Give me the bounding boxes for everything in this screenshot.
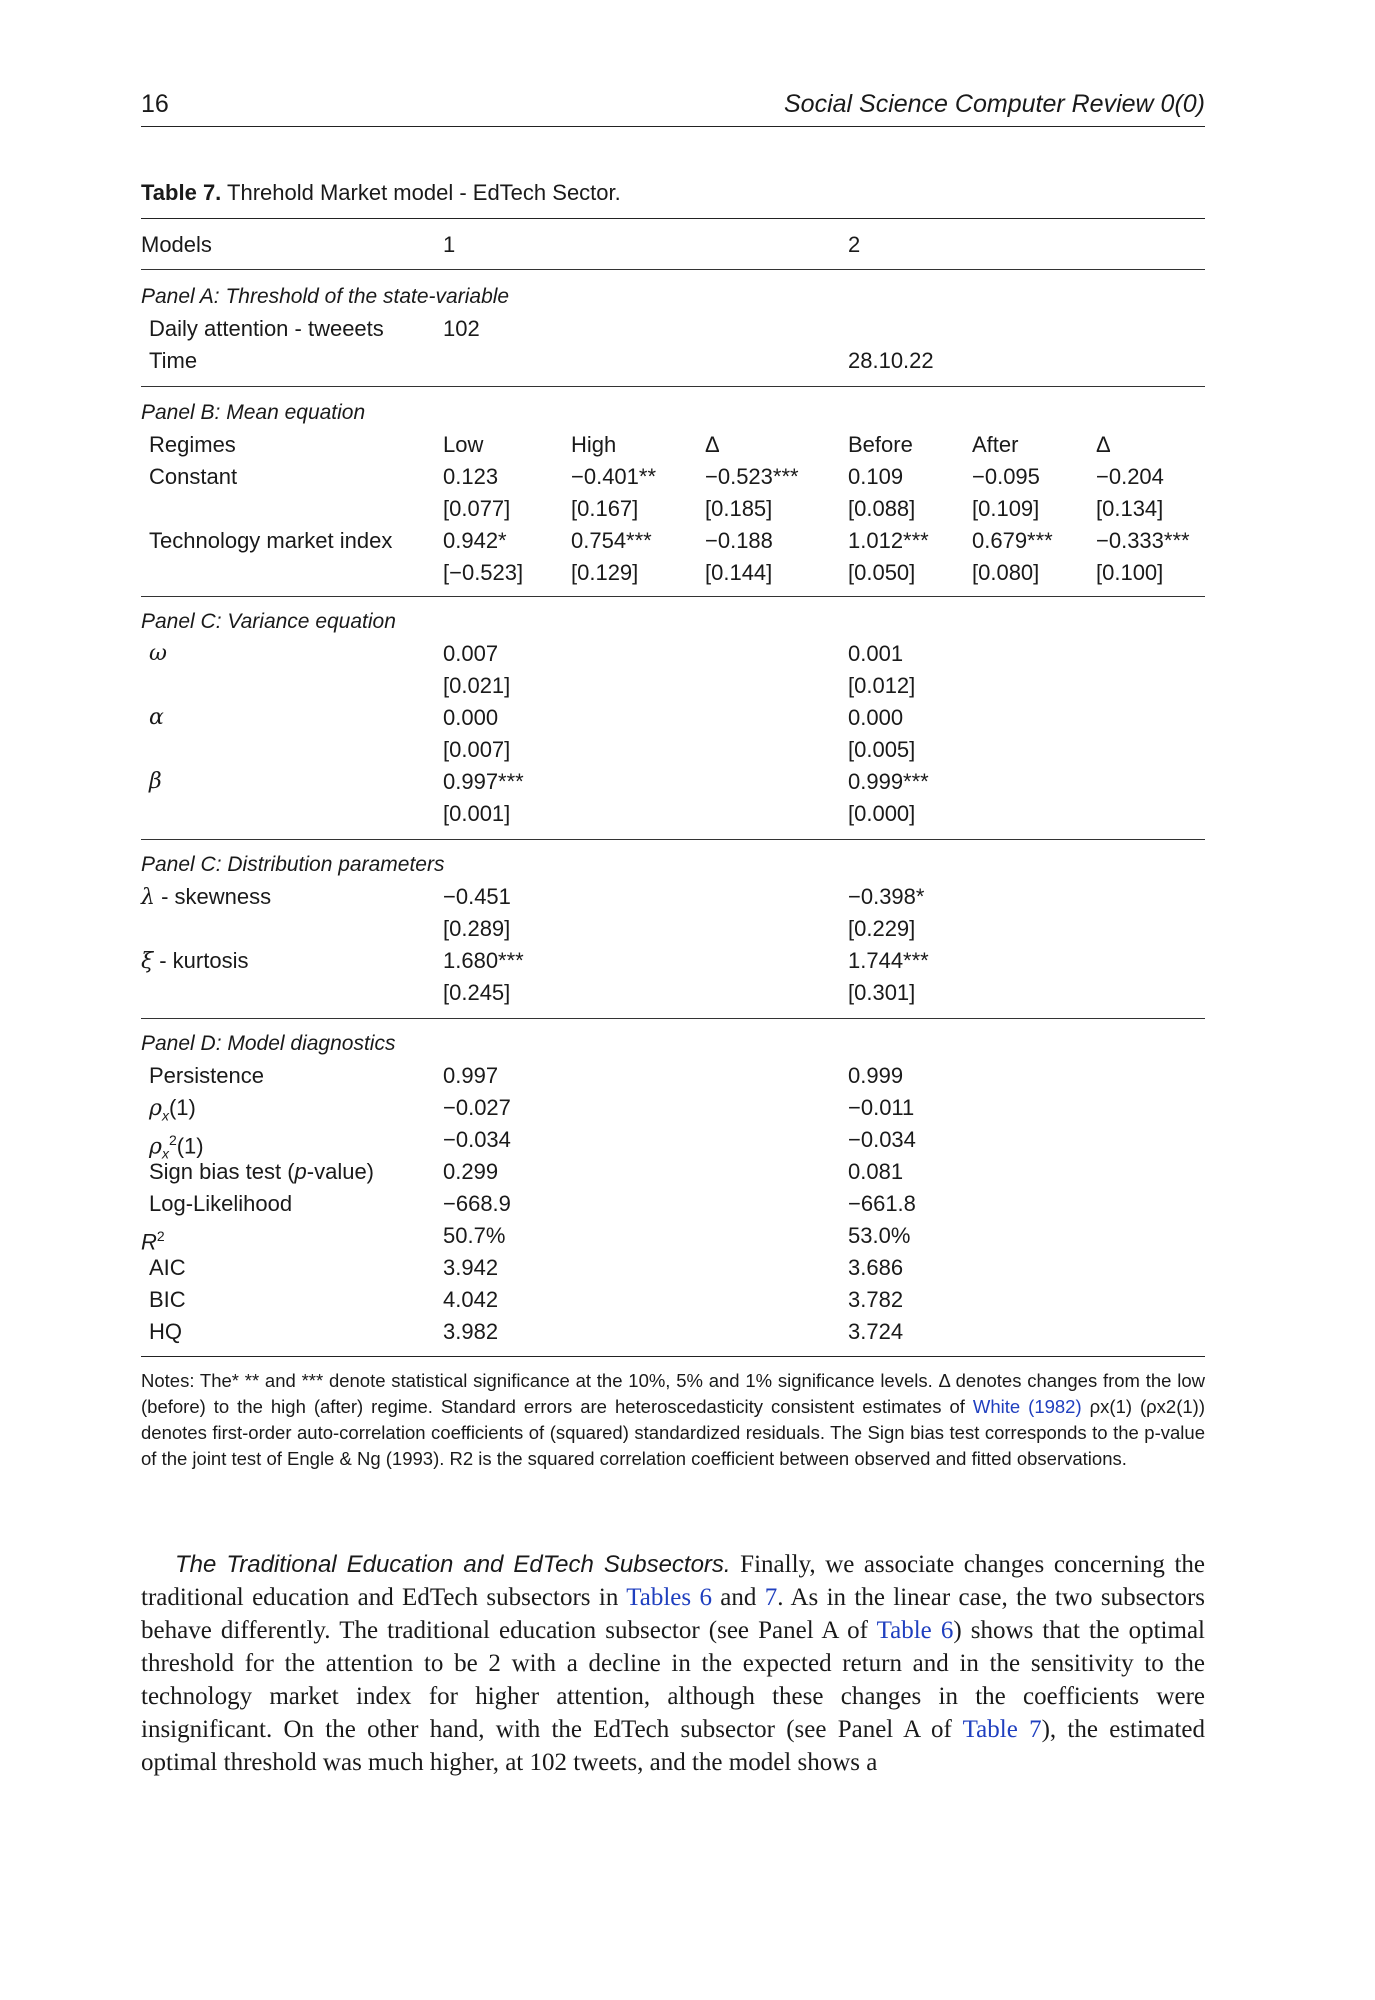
panel-rule [141,839,1205,840]
journal-title: Social Science Computer Review 0(0) [783,90,1205,118]
cell-value: −0.523*** [705,464,799,489]
cell-value: 0.999*** [848,769,929,794]
cell-se: [0.185] [705,496,773,521]
row-label: Time [149,348,198,373]
cell-se: [0.077] [443,496,511,521]
cell-se: [0.100] [1096,560,1164,585]
cell-value: −0.095 [972,464,1040,489]
row-label: Technology market index [149,528,393,553]
table-title: Threhold Market model - EdTech Sector. [227,180,621,205]
cell-value: 0.997 [443,1063,499,1088]
cell-se: [0.109] [972,496,1040,521]
greek-beta: β [149,769,162,794]
cell-se: [0.167] [571,496,639,521]
row-label-rho-squared: $\rho_x^2(1)$ [149,1132,204,1162]
cell-value: 0.942* [443,528,507,553]
body-paragraph: The Traditional Education and EdTech Subsectors. Finally, we associate changes concerning the traditional education and EdTech subsectors in Tables 6 and 7. As in the linear case, the two subsectors behave differently. The traditional education subsector (see Panel A of Table 6) shows that the optimal threshold for the attention to be 2 with a decline in the expected return and in the sensitivity to the technology market index for higher attention, although these changes in the coefficients were insignificant. On the other hand, with the EdTech subsector (see Panel A of Table 7), the estimated optimal threshold was much higher, at 102 tweets, and the model shows a [141,1551,1206,1776]
row-label: λ - skewness [141,884,272,910]
table-notes: Notes: The* ** and *** denote statistical significance at the 10%, 5% and 1% significance levels. Δ denotes changes from the low (before) to the high (after) regime. Standard errors are heteroscedasticity consistent estimates of White (1982) ρx(1) (ρx2(1)) denotes first-order auto-correlation coefficients of (squared) standardized residuals. The Sign bias test corresponds to the p-value of the joint test of Engle & Ng (1993). R2 is the squared correlation coefficient between observed and fitted observations. [141,1370,1205,1469]
cell-value: −0.204 [1096,464,1164,489]
cell-value: 0.299 [443,1159,499,1184]
cell-se: [−0.523] [443,560,524,585]
header-rule [141,269,1205,270]
cell-value: 3.942 [443,1255,499,1280]
panel-a-title: Panel A: Threshold of the state-variable [141,285,510,308]
cell-value: −0.401** [571,464,657,489]
table-link[interactable]: 7 [764,1584,778,1611]
regime-delta: Δ [1096,432,1111,457]
cell-se: [0.129] [571,560,639,585]
row-label-sign-bias: Sign bias test (p-value) [149,1159,375,1184]
cell-se: [0.021] [443,673,511,698]
cell-se: [0.088] [848,496,916,521]
cell-value: −0.034 [848,1127,916,1152]
cell-se: [0.289] [443,916,511,941]
table-link[interactable]: Table 6 [876,1617,954,1644]
citation-link[interactable]: White (1982) [972,1396,1082,1417]
panel-rule [141,1018,1205,1019]
row-label: BIC [149,1287,186,1312]
cell-value: 53.0% [848,1223,911,1248]
row-label-rho: $\rho_x(1)$ [149,1095,196,1124]
page-number: 16 [141,90,169,118]
cell-value: 1.012*** [848,528,929,553]
cell-value: 0.081 [848,1159,904,1184]
row-label: Regimes [149,432,236,457]
greek-lambda: λ [141,885,155,910]
cell-se: [0.144] [705,560,773,585]
cell-se: [0.001] [443,801,511,826]
table-link[interactable]: Tables 6 [626,1584,712,1611]
panel-rule [141,596,1205,597]
cell-value: 0.679*** [972,528,1053,553]
cell-se: [0.007] [443,737,511,762]
cell-value: 0.000 [443,705,499,730]
cell-se: [0.000] [848,801,916,826]
cell-value: 0.997*** [443,769,524,794]
cell-value: 0.999 [848,1063,904,1088]
cell-se: [0.301] [848,980,916,1005]
regime-high: High [571,432,617,457]
greek-alpha: α [149,705,164,730]
cell-value: −0.188 [705,528,773,553]
cell-value: −0.034 [443,1127,511,1152]
table-bottom-rule [141,1356,1205,1357]
section-heading: The Traditional Education and EdTech Subsectors. [175,1551,731,1578]
cell-se: [0.005] [848,737,916,762]
regime-delta: Δ [705,432,720,457]
row-label: AIC [149,1255,186,1280]
cell-value: −668.9 [443,1191,511,1216]
col-header-model-1: 1 [443,232,456,257]
cell-value: −0.398* [848,884,925,909]
cell-se: [0.080] [972,560,1040,585]
col-header-model-2: 2 [848,232,861,257]
table-caption [141,180,621,206]
greek-xi: ξ [141,949,154,974]
regime-after: After [972,432,1019,457]
row-label: Persistence [149,1063,264,1088]
row-label: HQ [149,1319,182,1344]
cell-value: 3.782 [848,1287,904,1312]
greek-omega: ω [149,641,167,666]
cell-se: [0.245] [443,980,511,1005]
regime-before: Before [848,432,913,457]
cell-se: [0.134] [1096,496,1164,521]
cell-value: 0.000 [848,705,904,730]
cell-value: 102 [443,316,480,341]
row-label-r-squared: $R^2$ [141,1228,165,1255]
cell-value: −0.333*** [1096,528,1190,553]
row-label: Daily attention - tweeets [149,316,384,341]
cell-se: [0.229] [848,916,916,941]
row-label: Log-Likelihood [149,1191,293,1216]
table-link[interactable]: Table 7 [962,1716,1042,1743]
cell-value: 0.001 [848,641,904,666]
cell-value: 4.042 [443,1287,499,1312]
panel-c-title: Panel C: Variance equation [141,610,396,633]
table-top-rule [141,218,1205,219]
cell-se: [0.050] [848,560,916,585]
panel-rule [141,386,1205,387]
cell-value: 1.744*** [848,948,929,973]
regime-low: Low [443,432,484,457]
panel-d-title: Panel D: Model diagnostics [141,1032,396,1055]
cell-value: 3.686 [848,1255,904,1280]
cell-value: 0.109 [848,464,904,489]
panel-b-title: Panel B: Mean equation [141,401,366,424]
table-label: Table 7. [141,180,222,205]
row-label: ξ - kurtosis [141,948,249,974]
col-header-models: Models [141,232,212,257]
cell-value: 3.982 [443,1319,499,1344]
panel-c2-title: Panel C: Distribution parameters [141,853,445,876]
row-label: Constant [149,464,238,489]
cell-value: 28.10.22 [848,348,934,373]
cell-value: 3.724 [848,1319,904,1344]
cell-value: −0.451 [443,884,511,909]
cell-value: 0.007 [443,641,499,666]
running-header [141,86,1205,127]
cell-value: 0.123 [443,464,499,489]
cell-value: 1.680*** [443,948,524,973]
cell-value: −0.027 [443,1095,511,1120]
cell-value: 0.754*** [571,528,652,553]
cell-value: 50.7% [443,1223,506,1248]
cell-value: −0.011 [848,1095,915,1120]
cell-value: −661.8 [848,1191,916,1216]
cell-se: [0.012] [848,673,916,698]
